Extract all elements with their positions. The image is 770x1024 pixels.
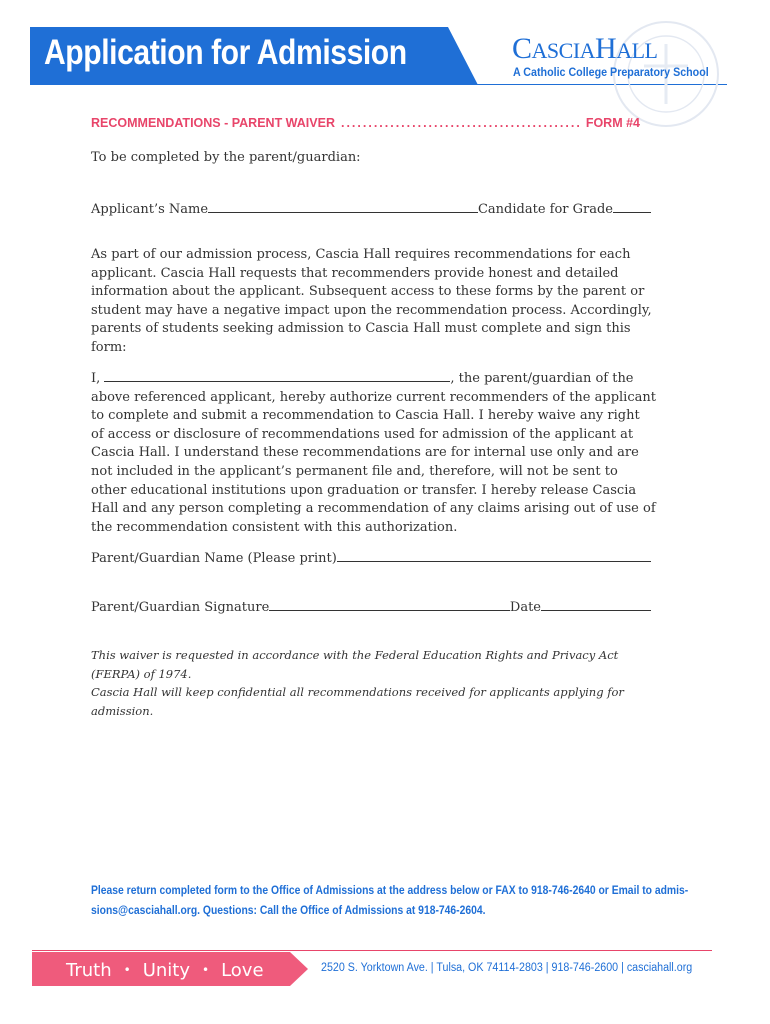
return-instructions <box>91 881 689 921</box>
parent-name-field[interactable] <box>337 548 651 562</box>
process-paragraph: As part of our admission process, Cascia Hall requires recommendations for each applicant. Cascia Hall requests that recommenders provide honest and detailed information about the applicant. Subsequent access to these forms by the parent or student may have a negative impact upon the recommendation process. Accordingly, parents of students seeking admission to Cascia Hall must complete and sign this form: <box>91 247 652 355</box>
logo-letters-all: ALL <box>616 38 658 63</box>
school-tagline: A Catholic College Preparatory School <box>513 67 709 79</box>
footer-divider <box>32 950 712 951</box>
ferpa-notice-line1: This waiver is requested in accordance with the Federal Education Rights and Privacy Act (FERPA) of 1974. <box>91 648 619 681</box>
applicant-name-field[interactable] <box>208 199 478 213</box>
applicant-name-label: Applicant’s Name <box>91 202 209 217</box>
school-motto <box>66 956 264 984</box>
date-field[interactable] <box>541 597 651 611</box>
return-instructions-line1: Please return completed form to the Office of Admissions at the address below or FAX to 918-746-2640 or Email to admis- <box>91 885 689 897</box>
motto-unity: Unity <box>142 959 190 981</box>
ferpa-notice <box>91 646 661 720</box>
intro-text: To be completed by the parent/guardian: <box>91 150 361 165</box>
motto-bullet: • <box>123 963 131 977</box>
waiver-paragraph <box>91 369 656 537</box>
parent-name-label: Parent/Guardian Name (Please print) <box>91 551 337 566</box>
return-instructions-line2: sions@casciahall.org. Questions: Call the Office of Admissions at 918-746-2604. <box>91 905 486 917</box>
applicant-row <box>91 199 651 217</box>
parent-name-row <box>91 548 651 566</box>
waiver-text: , the parent/guardian of the above referenced applicant, hereby authorize current recommenders of the applicant to complete and submit a recommendation to Cascia Hall. I hereby waive any right of access or disclosure of recommendations used for admission of the applicant at Cascia Hall. I understand these recommendations are for internal use only and are not included in the applicant’s permanent file and, therefore, will not be sent to other educational institutions upon graduation or transfer. I hereby release Cascia Hall and any person completing a recommendation of any claims arising out of use of the recommendation consistent with this authorization. <box>91 371 656 535</box>
section-heading-label: RECOMMENDATIONS - PARENT WAIVER <box>91 116 335 130</box>
form-number: FORM #4 <box>585 116 640 130</box>
waiver-prefix: I, <box>91 371 105 386</box>
grade-label: Candidate for Grade <box>477 202 613 217</box>
logo-letters-ascia: ASCIA <box>531 38 596 63</box>
footer-address: 2520 S. Yorktown Ave. | Tulsa, OK 74114-2803 | 918-746-2600 | casciahall.org <box>321 962 693 974</box>
parent-name-inline-field[interactable] <box>104 369 450 382</box>
motto-truth: Truth <box>66 959 112 981</box>
date-label: Date <box>509 600 541 615</box>
dot-leader <box>341 116 580 130</box>
grade-field[interactable] <box>613 199 651 213</box>
parent-signature-field[interactable] <box>269 597 510 611</box>
ferpa-notice-line2: Cascia Hall will keep confidential all recommendations received for applicants applying for admission. <box>91 685 624 718</box>
parent-signature-row <box>91 597 651 615</box>
logo-letter-h: H <box>595 32 617 65</box>
motto-love: Love <box>221 959 264 981</box>
logo-letter-c: C <box>512 32 532 65</box>
school-logo-name <box>512 32 657 66</box>
parent-signature-label: Parent/Guardian Signature <box>91 600 270 615</box>
page-title: Application for Admission <box>44 33 407 72</box>
motto-bullet: • <box>202 963 210 977</box>
section-heading <box>91 116 640 130</box>
